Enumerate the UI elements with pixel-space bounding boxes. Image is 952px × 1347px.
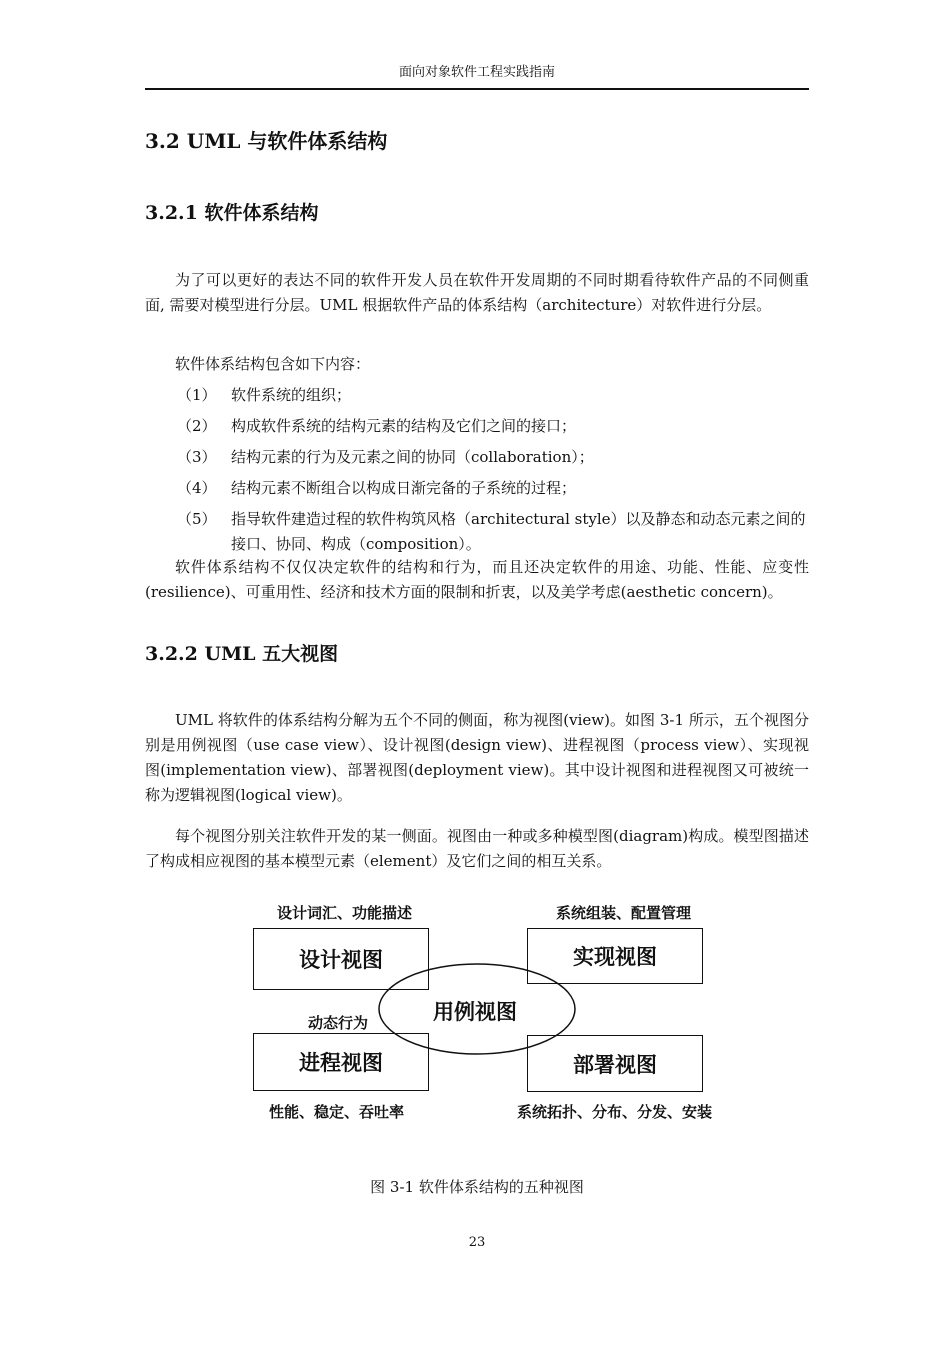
implementation-view-note: 系统组装、配置管理 — [556, 904, 692, 922]
list-item — [145, 383, 809, 408]
list-item-number: （5） — [177, 510, 217, 528]
list-item — [145, 476, 809, 501]
list-item-text: 软件系统的组织； — [231, 386, 352, 404]
design-view-note: 设计词汇、功能描述 — [277, 904, 413, 922]
process-view-label: 进程视图 — [299, 1051, 383, 1075]
architecture-contents-list — [145, 383, 809, 557]
deployment-view-label: 部署视图 — [573, 1052, 657, 1077]
paragraph-intro: 为了可以更好的表达不同的软件开发人员在软件开发周期的不同时期看待软件产品的不同侧重面, 需要对模型进行分层。UML 根据软件产品的体系结构（architecture）对软件进行分层。 — [145, 271, 809, 314]
list-item-text: 构成软件系统的结构元素的结构及它们之间的接口； — [231, 417, 577, 435]
list-item-text: 结构元素不断组合以构成日渐完备的子系统的过程； — [231, 479, 577, 497]
list-item-text: 结构元素的行为及元素之间的协同（collaboration）； — [231, 448, 594, 466]
use-case-view-label: 用例视图 — [433, 1000, 517, 1024]
list-item-number: （1） — [177, 386, 217, 404]
header-rule — [145, 88, 809, 90]
list-item-number: （2） — [177, 417, 217, 435]
list-item-number: （4） — [177, 479, 217, 497]
design-view-box — [253, 928, 429, 990]
list-item — [145, 414, 809, 439]
implementation-view-label: 实现视图 — [573, 945, 657, 969]
deployment-view-note: 系统拓扑、分布、分发、安装 — [517, 1103, 713, 1121]
paragraph-five-views: UML 将软件的体系结构分解为五个不同的侧面，称为视图(view)。如图 3-1 所示，五个视图分别是用例视图（use case view）、设计视图(design view)、进程视图（process view）、实现视图(implementation view)、部署视图(deployment view)。其中设计视图和进程视图又可被统一称为逻辑视图(logical view)。 — [145, 711, 809, 804]
list-item — [145, 507, 809, 557]
process-view-box — [253, 1033, 429, 1091]
list-item — [145, 445, 809, 470]
figure-caption: 图 3-1 软件体系结构的五种视图 — [370, 1178, 584, 1196]
design-view-label: 设计视图 — [299, 948, 383, 972]
paragraph-diagrams: 每个视图分别关注软件开发的某一侧面。视图由一种或多种模型图(diagram)构成。模型图描述了构成相应视图的基本模型元素（element）及它们之间的相互关系。 — [145, 827, 809, 870]
page-number: 23 — [468, 1235, 486, 1250]
five-views-diagram — [240, 895, 760, 1135]
deployment-view-box — [527, 1035, 703, 1092]
list-item-number: （3） — [177, 448, 217, 466]
list-item-text: 指导软件建造过程的软件构筑风格（architectural style）以及静态和动态元素之间的接口、协同、构成（composition）。 — [231, 510, 806, 553]
running-head: 面向对象软件工程实践指南 — [398, 65, 555, 80]
paragraph-contents-lead: 软件体系结构包含如下内容： — [175, 355, 371, 373]
subsection-title-five-views: 3.2.2 UML 五大视图 — [145, 643, 339, 665]
implementation-view-box — [527, 928, 703, 984]
process-view-note: 性能、稳定、吞吐率 — [269, 1103, 405, 1121]
dynamic-behavior-note: 动态行为 — [308, 1014, 369, 1032]
section-title: 3.2 UML 与软件体系结构 — [145, 129, 388, 153]
paragraph-architecture-scope: 软件体系结构不仅仅决定软件的结构和行为，而且还决定软件的用途、功能、性能、应变性(resilience)、可重用性、经济和技术方面的限制和折衷，以及美学考虑(aesthetic concern)。 — [145, 558, 809, 601]
subsection-title-architecture: 3.2.1 软件体系结构 — [145, 202, 319, 224]
